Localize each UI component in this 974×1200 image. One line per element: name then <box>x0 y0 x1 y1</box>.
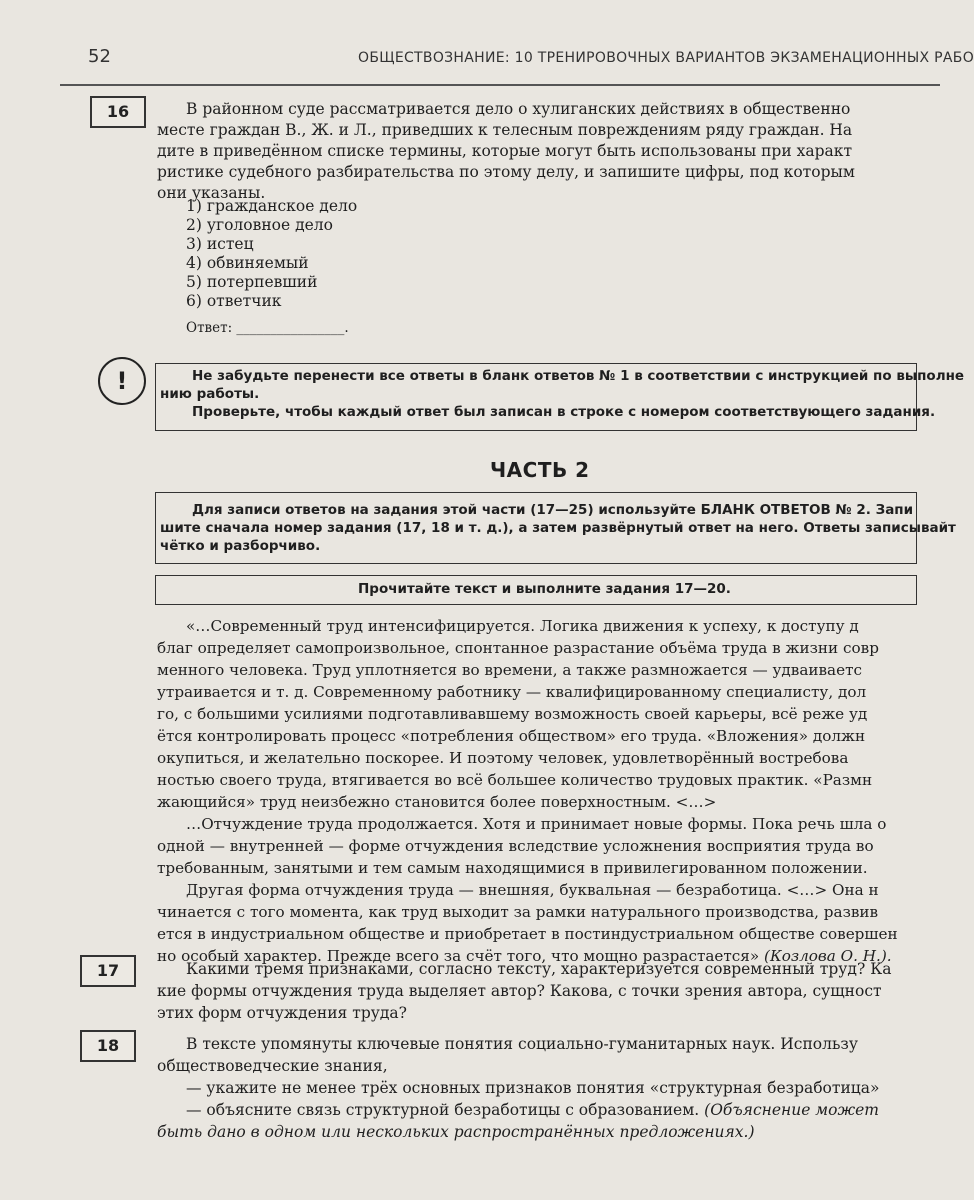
passage-line: чинается с того момента, как труд выходит за рамки натурального производства, развив <box>157 903 879 921</box>
instructions-line: чётко и разборчиво. <box>160 538 321 554</box>
task-16-option: 6) ответчик <box>186 292 282 310</box>
passage-line: благ определяет самопроизвольное, спонтанное разрастание объёма труда в жизни совр <box>157 639 879 657</box>
passage-line: ется в индустриальном обществе и приобретает в постиндустриальном обществе совершен <box>157 925 898 943</box>
read-prompt: Прочитайте текст и выполните задания 17—20. <box>358 581 731 597</box>
task-18-text-line <box>186 1101 879 1119</box>
task-18-text-line <box>157 1123 755 1141</box>
task-17-text-line: кие формы отчуждения труда выделяет автор? Какова, с точки зрения автора, сущност <box>157 982 882 1000</box>
part-2-title: ЧАСТЬ 2 <box>490 458 590 482</box>
instructions-line: шите сначала номер задания (17, 18 и т. д.), а затем развёрнутый ответ на него. Ответы записывайт <box>160 520 956 536</box>
task-17-text-line: этих форм отчуждения труда? <box>157 1004 407 1022</box>
passage-line-text: но особый характер. Прежде всего за счёт того, что мощно разрастается» <box>157 947 760 965</box>
running-title: ОБЩЕСТВОЗНАНИЕ: 10 ТРЕНИРОВОЧНЫХ ВАРИАНТОВ ЭКЗАМЕНАЦИОННЫХ РАБО <box>358 50 974 66</box>
task-16-text-line: В районном суде рассматривается дело о хулиганских действиях в общественно <box>186 100 851 118</box>
task-18-text-line: В тексте упомянуты ключевые понятия социально-гуманитарных наук. Использу <box>186 1035 858 1053</box>
notice-line: нию работы. <box>160 386 260 402</box>
passage-line: утраивается и т. д. Современному работнику — квалифицированному специалисту, дол <box>157 683 867 701</box>
task-16-text-line: они указаны. <box>157 184 266 202</box>
task-18-text-line: — укажите не менее трёх основных признаков понятия «структурная безработица» <box>186 1079 880 1097</box>
task-16-answer-label: Ответ: ________________. <box>186 320 349 336</box>
page-number: 52 <box>88 46 111 67</box>
passage-line: одной — внутренней — форме отчуждения вследствие усложнения восприятия труда во <box>157 837 874 855</box>
task-18-note: быть дано в одном или нескольких распространённых предложениях.) <box>157 1123 755 1141</box>
passage-line: Другая форма отчуждения труда — внешняя, буквальная — безработица. <…> Она н <box>186 881 879 899</box>
task-17-number: 17 <box>80 955 136 987</box>
passage-line: жающийся» труд неизбежно становится более поверхностным. <…> <box>157 793 717 811</box>
task-18-note: (Объяснение может <box>704 1101 879 1119</box>
task-18-number: 18 <box>80 1030 136 1062</box>
passage-line: ностью своего труда, втягивается во всё большее количество трудовых практик. «Размн <box>157 771 873 789</box>
passage-line: менного человека. Труд уплотняется во времени, а также размножается — удваиваетс <box>157 661 863 679</box>
task-16-option: 1) гражданское дело <box>186 197 358 215</box>
task-16-option: 3) истец <box>186 235 254 253</box>
passage-line: …Отчуждение труда продолжается. Хотя и принимает новые формы. Пока речь шла о <box>186 815 887 833</box>
passage-line: окупиться, и желательно поскорее. И поэтому человек, удовлетворённый востребова <box>157 749 849 767</box>
task-18-text-line: обществоведческие знания, <box>157 1057 388 1075</box>
passage-author: (Козлова О. Н.). <box>764 947 892 965</box>
notice-line: Проверьте, чтобы каждый ответ был записан в строке с номером соответствующего задания. <box>192 404 936 420</box>
passage-line: требованным, занятыми и тем самым находящимися в привилегированном положении. <box>157 859 868 877</box>
notice-line: Не забудьте перенести все ответы в бланк ответов № 1 в соответствии с инструкцией по выполне <box>192 368 965 384</box>
exclamation-icon: ! <box>98 357 146 405</box>
passage-line: «…Современный труд интенсифицируется. Логика движения к успеху, к доступу д <box>186 617 859 635</box>
task-17-text-line: Какими тремя признаками, согласно тексту, характеризуется современный труд? Ка <box>186 960 892 978</box>
passage-line: ётся контролировать процесс «потребления обществом» его труда. «Вложения» должн <box>157 727 866 745</box>
task-16-option: 5) потерпевший <box>186 273 318 291</box>
task-16-option: 2) уголовное дело <box>186 216 333 234</box>
instructions-line: Для записи ответов на задания этой части (17—25) используйте БЛАНК ОТВЕТОВ № 2. Запи <box>192 502 914 518</box>
task-16-text-line: ристике судебного разбирательства по этому делу, и запишите цифры, под которым <box>157 163 855 181</box>
task-16-text-line: месте граждан В., Ж. и Л., приведших к телесным повреждениям ряду граждан. На <box>157 121 853 139</box>
page-header <box>60 40 974 86</box>
task-16-option: 4) обвиняемый <box>186 254 309 272</box>
task-18-text-part: — объясните связь структурной безработицы с образованием. <box>186 1101 700 1119</box>
task-16-number: 16 <box>90 96 146 128</box>
task-16-text-line: дите в приведённом списке термины, которые могут быть использованы при характ <box>157 142 853 160</box>
passage-line: го, с большими усилиями подготавливавшему возможность своей карьеры, всё реже уд <box>157 705 868 723</box>
